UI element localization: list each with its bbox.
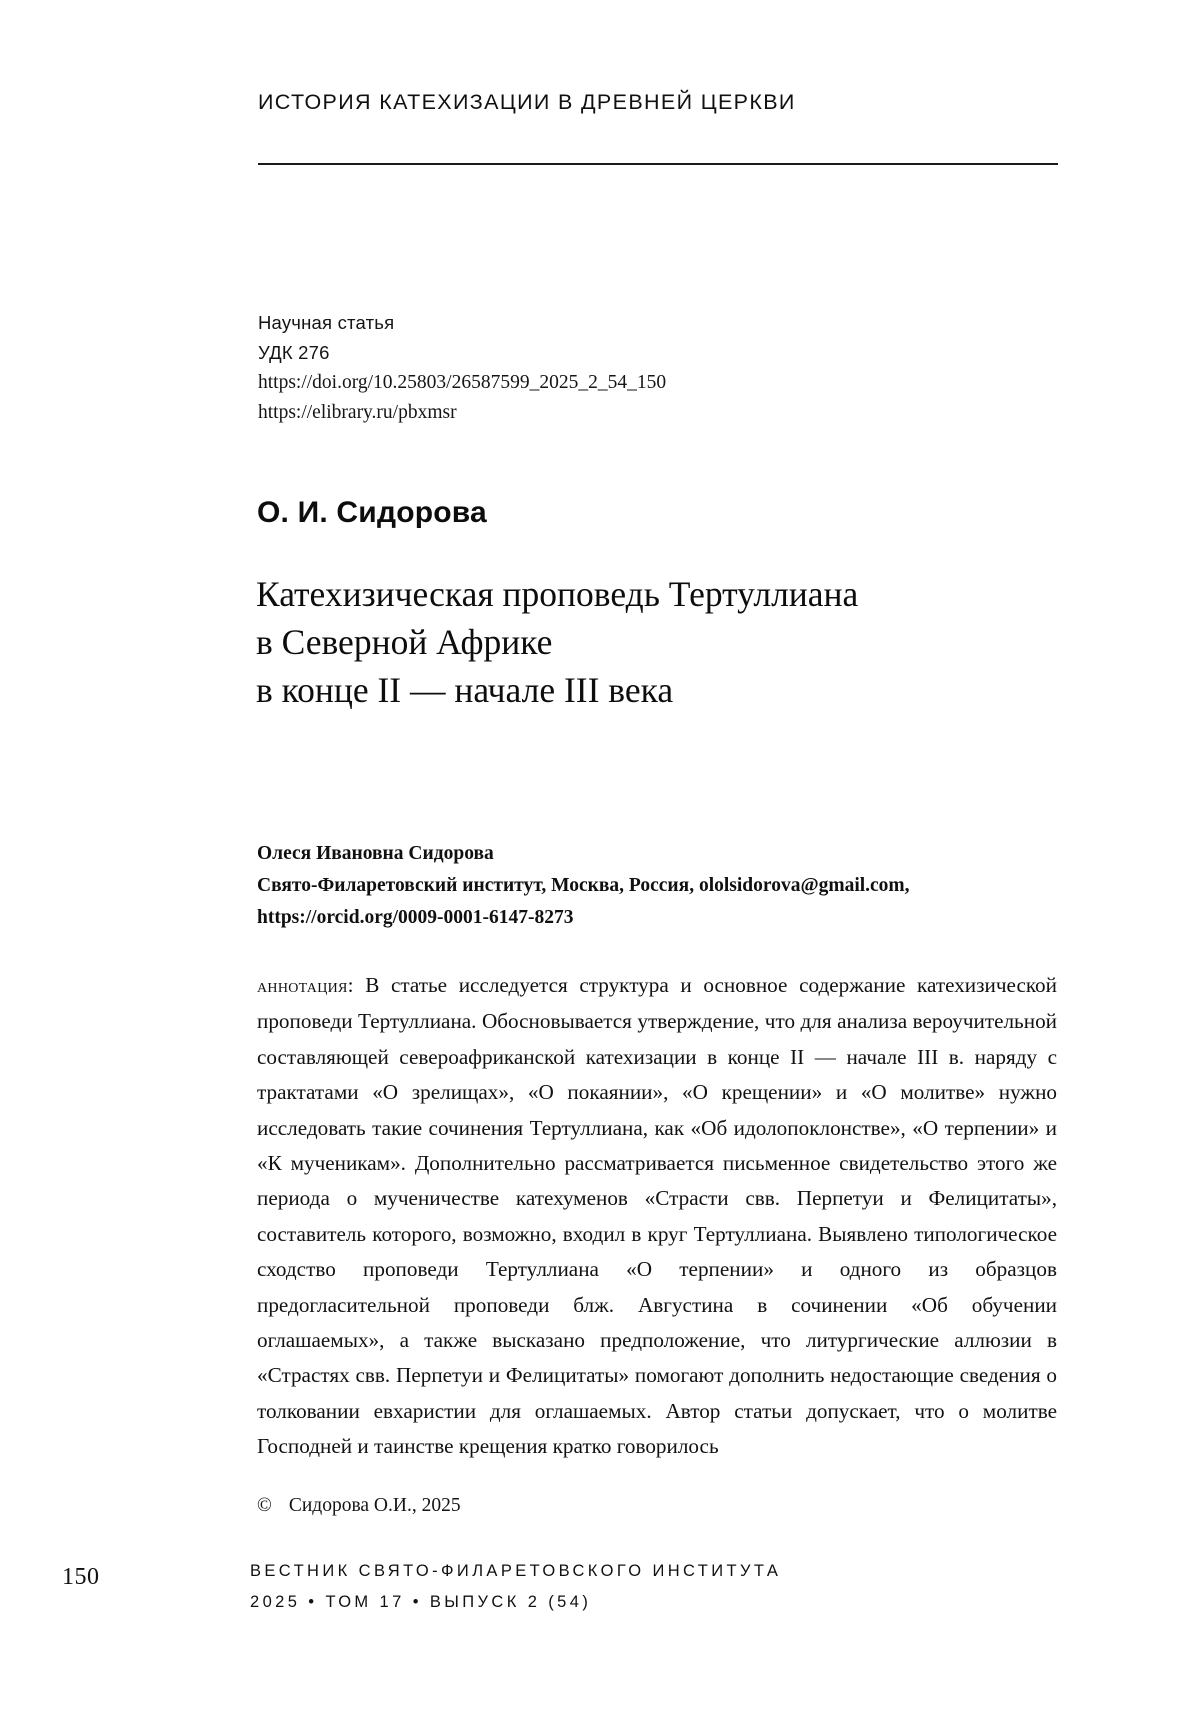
abstract-label: аннотация [257,975,348,997]
udc-code: УДК 276 [258,342,330,363]
article-meta-block [258,308,1018,428]
copyright-line [257,1495,461,1517]
affiliation-institution: Свято-Филаретовский институт, Москва, Россия, ololsidorova@gmail.com, [257,875,910,896]
article-type: Научная статья [258,312,395,333]
elibrary-link[interactable]: https://elibrary.ru/pbxmsr [258,402,457,423]
header-divider [258,163,1058,165]
copyright-symbol: © [257,1495,272,1516]
author-name: О. И. Сидорова [257,496,487,529]
abstract-paragraph [257,968,1057,1465]
author-full-name: Олеся Ивановна Сидорова [257,843,494,864]
running-head: ИСТОРИЯ КАТЕХИЗАЦИИ В ДРЕВНЕЙ ЦЕРКВИ [258,90,796,114]
page-footer [250,1562,1060,1612]
title-line-1: Катехизическая проповедь Тертуллиана [256,574,859,614]
issue-info: 2025 • ТОМ 17 • ВЫПУСК 2 (54) [250,1593,592,1611]
title-line-3: в конце II — начале III века [256,670,674,710]
title-line-2: в Северной Африке [256,622,553,662]
doi-link[interactable]: https://doi.org/10.25803/26587599_2025_2_54_150 [258,372,667,393]
abstract-text: : В статье исследуется структура и основное содержание катехизической проповеди Тертуллиана. Обосновывается утверждение, что для анализа вероучительной составляющей североафриканской катехизации в конце II — начале III в. наряду с трактатами «О зрелищах», «О покаянии», «О крещении» и «О молитве» нужно исследовать такие сочинения Тертуллиана, как «Об идолопоклонстве», «О терпении» и «К мученикам». Дополнительно рассматривается письменное свидетельство этого же периода о мученичестве катехуменов «Страсти свв. Перпетуи и Фелицитаты», составитель которого, возможно, входил в круг Тертуллиана. Выявлено типологическое сходство проповеди Тертуллиана «О терпении» и одного из образцов предогласительной проповеди блж. Августина в сочинении «Об обучении оглашаемых», а также высказано предположение, что литургические аллюзии в «Страстях свв. Перпетуи и Фелицитаты» помогают дополнить недостающие сведения о толковании евхаристии для оглашаемых. Автор статьи допускает, что о молитве Господней и таинстве крещения кратко говорилось [257,973,1057,1459]
page-number: 150 [62,1564,100,1590]
page-title [256,570,1056,714]
copyright-text: Сидорова О.И., 2025 [288,1495,461,1516]
author-affiliation [257,838,1047,934]
orcid-link[interactable]: https://orcid.org/0009-0001-6147-8273 [257,907,574,928]
journal-name: ВЕСТНИК СВЯТО-ФИЛАРЕТОВСКОГО ИНСТИТУТА [250,1562,782,1580]
